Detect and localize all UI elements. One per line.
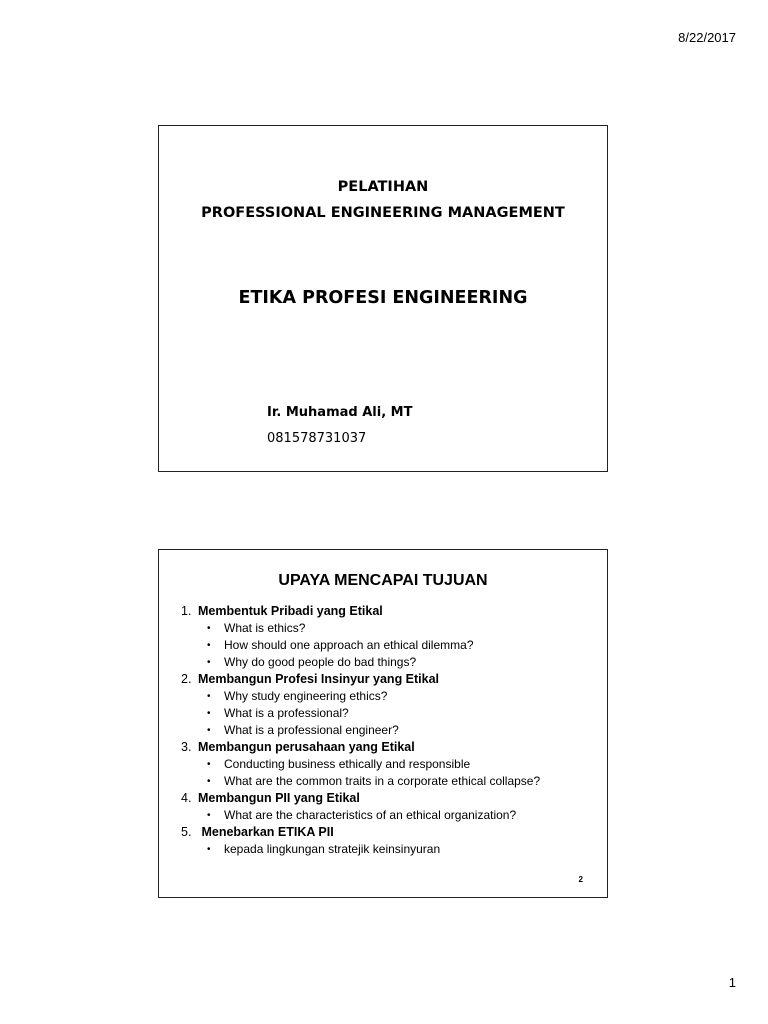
bullet-text: kepada lingkungan stratejik keinsinyuran bbox=[224, 842, 441, 856]
bullet-icon: • bbox=[207, 657, 211, 668]
bullet-icon: • bbox=[207, 844, 211, 855]
bullet-item bbox=[181, 705, 587, 722]
bullet-text: Why study engineering ethics? bbox=[224, 689, 388, 703]
page-date: 8/22/2017 bbox=[678, 30, 736, 45]
author-block bbox=[267, 400, 412, 452]
slide-1 bbox=[158, 125, 608, 472]
list-section bbox=[181, 790, 587, 824]
bullet-item bbox=[181, 654, 587, 671]
page-number: 1 bbox=[728, 975, 736, 990]
slide-2 bbox=[158, 549, 608, 898]
section-label: Membangun perusahaan yang Etikal bbox=[198, 740, 415, 754]
section-label: Menebarkan ETIKA PII bbox=[198, 825, 334, 839]
bullet-text: What are the characteristics of an ethical organization? bbox=[224, 808, 517, 822]
bullet-item bbox=[181, 807, 587, 824]
bullet-item bbox=[181, 637, 587, 654]
bullet-text: What is a professional? bbox=[224, 706, 349, 720]
list-section bbox=[181, 824, 587, 858]
slide-number: 2 bbox=[578, 875, 583, 884]
section-heading bbox=[181, 671, 587, 688]
bullet-item bbox=[181, 756, 587, 773]
section-heading bbox=[181, 739, 587, 756]
bullet-icon: • bbox=[207, 725, 211, 736]
section-heading bbox=[181, 824, 587, 841]
bullet-icon: • bbox=[207, 776, 211, 787]
bullet-item bbox=[181, 688, 587, 705]
section-heading bbox=[181, 790, 587, 807]
bullet-text: Why do good people do bad things? bbox=[224, 655, 417, 669]
bullet-icon: • bbox=[207, 623, 211, 634]
subtitle-line-2: PROFESSIONAL ENGINEERING MANAGEMENT bbox=[201, 205, 565, 221]
bullet-text: How should one approach an ethical dilemma? bbox=[224, 638, 474, 652]
bullet-text: What is ethics? bbox=[224, 621, 306, 635]
bullet-icon: • bbox=[207, 640, 211, 651]
section-number: 3. bbox=[181, 740, 192, 754]
list-section bbox=[181, 603, 587, 671]
section-number: 1. bbox=[181, 604, 192, 618]
bullet-item bbox=[181, 722, 587, 739]
section-label: Membangun Profesi Insinyur yang Etikal bbox=[198, 672, 440, 686]
bullet-item bbox=[181, 620, 587, 637]
bullet-icon: • bbox=[207, 708, 211, 719]
bullet-text: What are the common traits in a corporate ethical collapse? bbox=[224, 774, 541, 788]
section-number: 2. bbox=[181, 672, 192, 686]
bullet-item bbox=[181, 841, 587, 858]
author-phone: 081578731037 bbox=[267, 431, 367, 446]
section-heading bbox=[181, 603, 587, 620]
list-section bbox=[181, 671, 587, 739]
author-name: Ir. Muhamad Ali, MT bbox=[267, 405, 413, 420]
subtitle-line-1: PELATIHAN bbox=[337, 179, 429, 195]
list-section bbox=[181, 739, 587, 790]
slide-1-title: ETIKA PROFESI ENGINEERING bbox=[238, 288, 528, 308]
bullet-text: Conducting business ethically and responsible bbox=[224, 757, 471, 771]
section-label: Membentuk Pribadi yang Etikal bbox=[198, 604, 383, 618]
bullet-icon: • bbox=[207, 759, 211, 770]
slide-1-subtitle bbox=[159, 174, 607, 226]
bullet-icon: • bbox=[207, 691, 211, 702]
bullet-icon: • bbox=[207, 810, 211, 821]
slide-2-title: UPAYA MENCAPAI TUJUAN bbox=[278, 572, 488, 589]
section-number: 5. bbox=[181, 825, 192, 839]
goal-list bbox=[181, 603, 587, 858]
bullet-text: What is a professional engineer? bbox=[224, 723, 399, 737]
section-number: 4. bbox=[181, 791, 192, 805]
bullet-item bbox=[181, 773, 587, 790]
section-label: Membangun PII yang Etikal bbox=[198, 791, 360, 805]
